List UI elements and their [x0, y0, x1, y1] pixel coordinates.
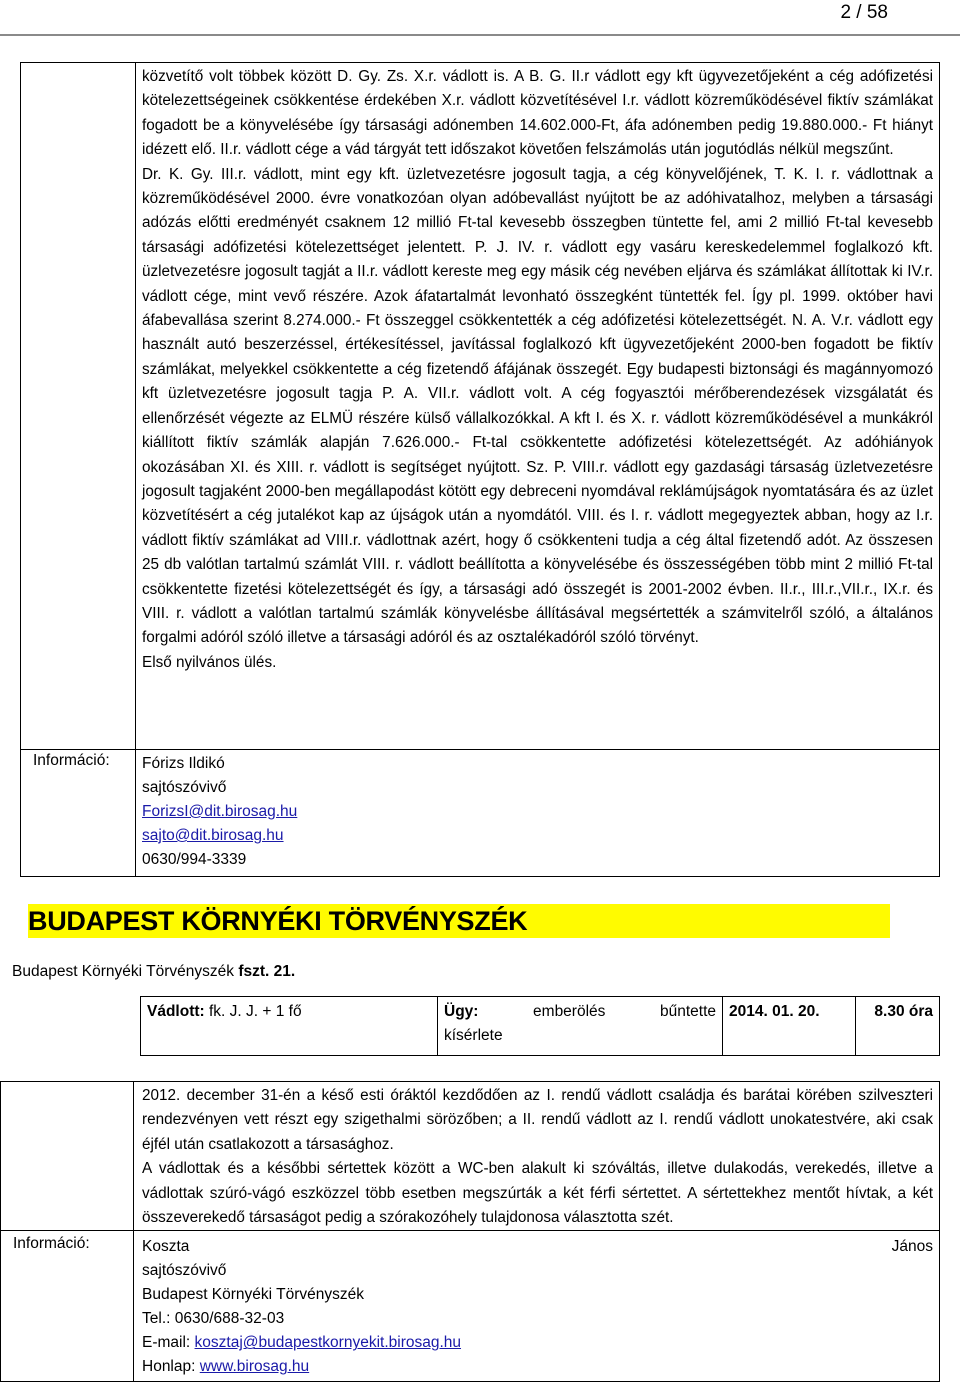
case1-contact-name: Fórizs Ildikó — [142, 755, 225, 772]
case2-time: 8.30 óra — [874, 1003, 933, 1020]
case2-defendant-cell — [141, 997, 438, 1056]
case1-paragraph-3: Első nyilvános ülés. — [142, 653, 277, 671]
case2-contact-cell — [134, 1231, 940, 1382]
case2-paragraph-2: A vádlottak és a későbbi sértettek között a WC-ben alakult ki szóváltás, illetve dulakodás, verekedés, illetve a vádlottak szúró-vágó eszközzel több esetben megszúrták a két férfi sértettet. A sértettekhez mentőt hívtak, a két összeverekedő társaságot pedig a szórakozóhely tulajdonosa választotta szét. — [142, 1160, 933, 1227]
court-heading: BUDAPEST KÖRNYÉKI TÖRVÉNYSZÉK — [28, 904, 890, 938]
case2-defendant-label: Vádlott: — [147, 1003, 205, 1020]
case1-contact-phone: 0630/994-3339 — [142, 851, 247, 868]
case2-matter-label: Ügy: — [444, 1003, 479, 1020]
courtroom-prefix: Budapest Környéki Törvényszék — [12, 963, 239, 980]
case1-paragraph-1: közvetítő volt többek között D. Gy. Zs. X.r. vádlott is. A B. G. II.r vádlott egy kft ügyvezetőjeként a cég adófizetési kötelezettségeinek csökkentése érdekében X.r. vádlott közvetítésével I.r. vádlott közreműködésével fiktív számlákat fogadott be a könyvelésébe így társasági adónemben 14.602.000-Ft, áfa adónemben pedig 19.880.000.- Ft hiányt idézett elő. II.r. vádlott cége a vád tárgyát tett időszakot követően felszámolás után jogutódlás nélkül megszűnt. — [142, 68, 933, 159]
case2-body-cell — [134, 1082, 940, 1231]
case1-contact-email1-link[interactable]: ForizsI@dit.birosag.hu — [142, 803, 298, 820]
case2-date-cell — [723, 997, 856, 1056]
case2-body-table — [0, 1081, 940, 1382]
case2-header-table — [140, 996, 940, 1056]
case1-paragraph-2: Dr. K. Gy. III.r. vádlott, mint egy kft. üzletvezetésre jogosult tagja, a cég könyvelőjének, T. K. I. r. vádlottnak a közreműködésével 2000. évre vonatkozóan olyan adóbevallást nyújtott be az adóhivatalhoz, melyben a társasági adózás előtti eredményét csaknem 12 millió Ft-tal kevesebb összegben tüntette fel, ami 2 millió Ft-tal kevesebb társasági adófizetési kötelezettséget jelentett. P. J. IV. r. vádlott egy vasáru kereskedelemmel foglalkozó kft. üzletvezetésre jogosult tagját a II.r. vádlott kereste meg egy másik cég nevében eljárva és számlákat állítottak ki IV.r. vádlott cége, mint vevő részére. Azok áfatartalmát levonható összegként tüntették fel. Így pl. 1999. október havi áfabevallása szerint 8.274.000.- Ft összeggel csökkentették a cég adófizetési kötelezettségét. N. A. V.r. vádlott egy használt autó beszerzéssel, értékesítéssel, javítással foglalkozó kft ügyvezetőjeként 2000-ben fogadott be fiktív számlákat, melyekkel csökkentette a cég fizetendő áfájának összegét. Egy budapesti biztonsági és magánnyomozó kft üzletvezetésre jogosult tagja P. A. VII.r. vádlott volt. A cég fogyasztói mérőberendezések vizsgálatát és ellenőrzését végezte az ELMÜ részére külső vállalkozókkal. A kft I. és X. r. vádlott közreműködésével a munkákról kiállított fiktív számlák alapján 7.626.000.- Ft-tal csökkentette adófizetési kötelezettségét. Az adóhiányok okozásában XI. és XIII. r. vádlott is segítséget nyújtott. Sz. P. VIII.r. vádlott egy gazdasági társaság üzletvezetésre jogosult tagjaként 2000-ben megállapodást kötött egy debreceni nyomdával reklámújságok nyomtatására és az üzlet közvetítésért a cég jutalékot kap az újságok után a nyomdától. VIII. és I. r. vádlott megegyeztek abban, hogy az I.r. vádlott fiktív számlákat ad VIII.r. vádlottnak azért, hogy ő csökkenteni tudja a cég által fizetendő adót. Az összesen 25 db valótlan tartalmú számlát VIII. r. vádlott beállította a könyvelésébe és összességében több mint 2 millió Ft-tal csökkentette fizetési kötelezettségét és így, a társasági adó összegét is 2001-2002 évben. II.r., III.r.,VII.r., IX.r. és VIII. r. vádlott a valótlan tartalmú számlák könyvelésbe állításával megsértették a számvitelről szóló, a általános forgalmi adóról szóló illetve a társasági adóról és az osztalékadóról szóló törvényt. — [142, 165, 933, 647]
case2-defendant-value: fk. J. J. + 1 fő — [204, 1003, 302, 1020]
case1-table — [20, 62, 940, 877]
case2-left-empty — [1, 1082, 134, 1231]
courtroom-location — [12, 963, 295, 981]
header-rule — [0, 34, 960, 36]
case2-matter-cell — [438, 997, 723, 1056]
case2-paragraph-1: 2012. december 31-én a késő esti óráktól kezdődően az I. rendű vádlott családja és barátai körében szilveszteri rendezvényen vett részt egy szigethalmi sörözőben; a II. rendű vádlott az I. rendű vádlott unokatestvére, aki csak éjfél után csatlakozott a társasághoz. — [142, 1087, 933, 1153]
case1-info-label: Információ: — [33, 752, 110, 769]
case1-info-label-cell — [21, 750, 136, 877]
case1-left-empty — [21, 63, 136, 750]
case2-time-cell — [856, 997, 940, 1056]
case2-contact-last-name: János — [891, 1238, 933, 1256]
case2-matter-line1: emberölés bűntette — [533, 1003, 716, 1020]
case2-date: 2014. 01. 20. — [729, 1003, 820, 1020]
case2-email-link[interactable]: kosztaj@budapestkornyekit.birosag.hu — [194, 1334, 462, 1352]
case2-contact-first-name: Koszta — [142, 1238, 190, 1256]
courtroom-number: fszt. 21. — [238, 963, 296, 980]
case2-contact-role: sajtószóvivő — [142, 1262, 227, 1280]
case2-info-label: Információ: — [13, 1235, 90, 1253]
case1-body-cell — [136, 63, 940, 750]
case2-info-label-cell — [1, 1231, 134, 1382]
case2-email-label: E-mail: — [142, 1334, 195, 1352]
case1-contact-role: sajtószóvivő — [142, 779, 227, 796]
case2-matter-line2: kísérlete — [444, 1027, 503, 1044]
case1-contact-email2-link[interactable]: sajto@dit.birosag.hu — [142, 827, 284, 844]
page-number: 2 / 58 — [840, 2, 888, 23]
case2-contact-org: Budapest Környéki Törvényszék — [142, 1286, 364, 1304]
case2-web-link[interactable]: www.birosag.hu — [199, 1358, 310, 1376]
case2-web-label: Honlap: — [142, 1358, 200, 1376]
case2-contact-tel: Tel.: 0630/688-32-03 — [142, 1310, 285, 1328]
case1-contact-cell — [136, 750, 940, 877]
